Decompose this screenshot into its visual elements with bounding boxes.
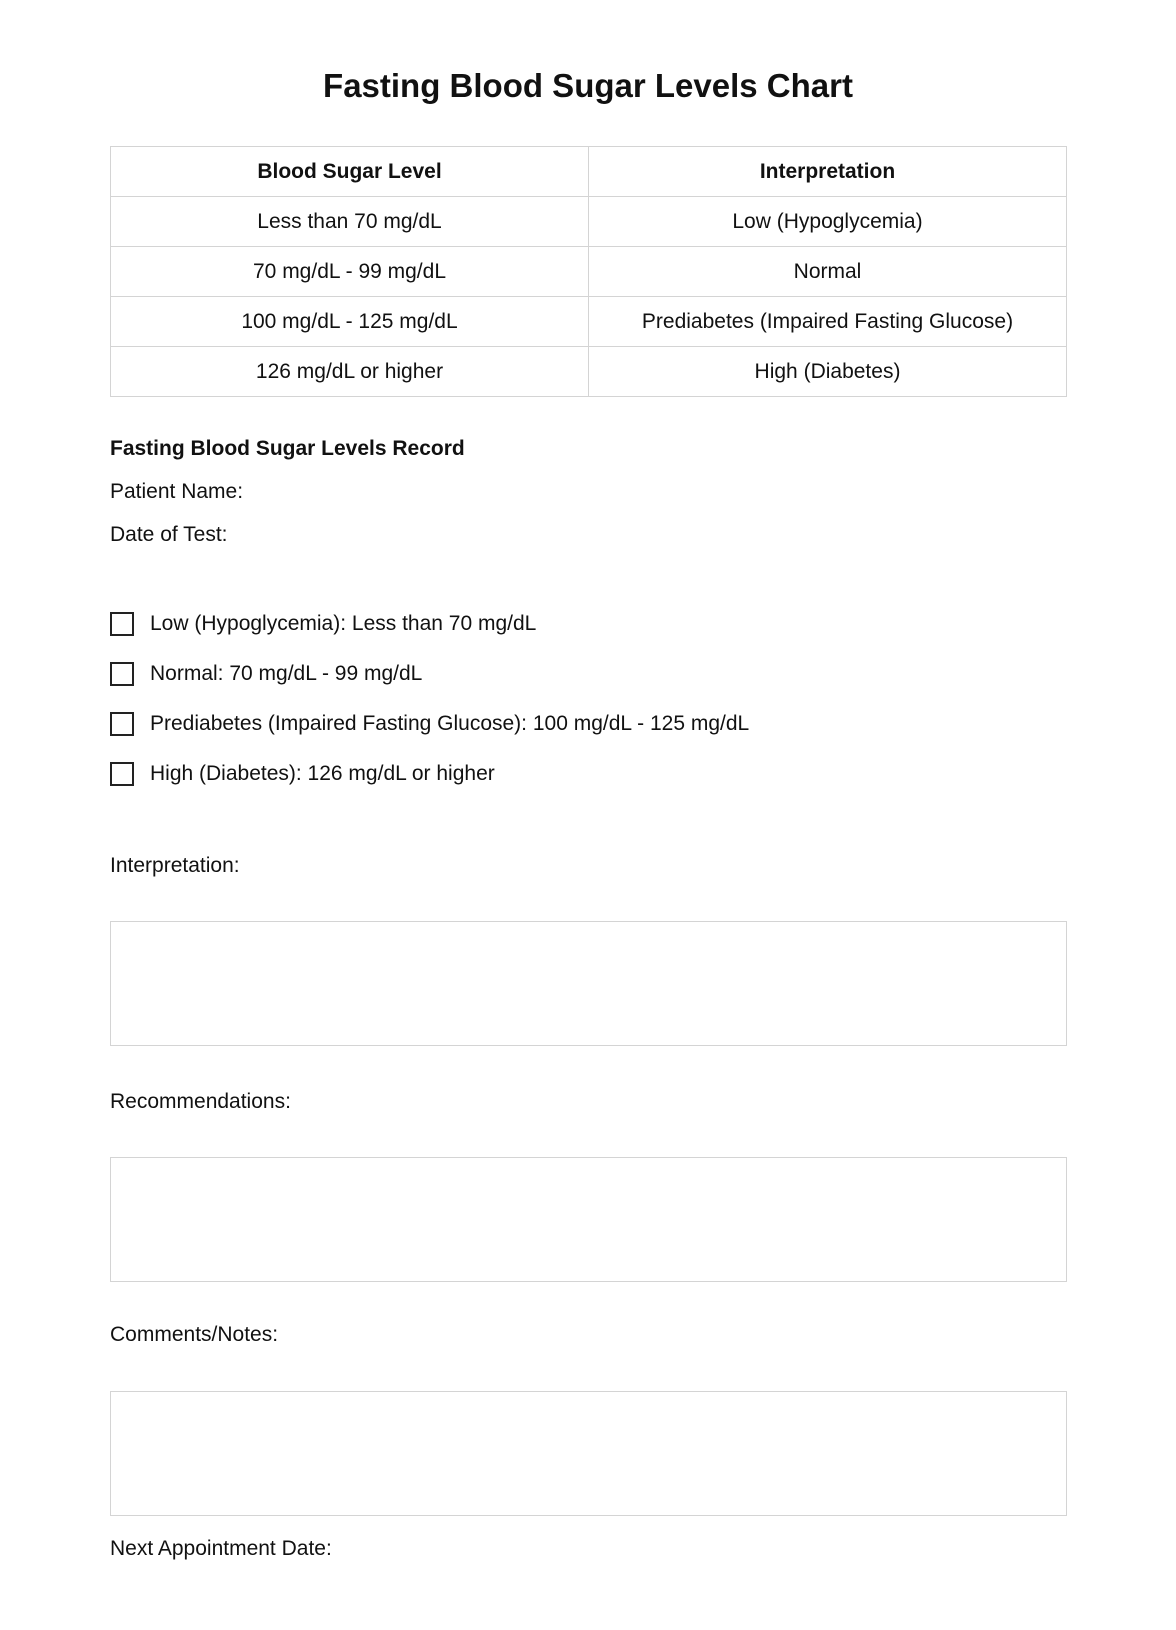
comments-notes-label: Comments/Notes: xyxy=(110,1323,279,1346)
checkbox-low[interactable] xyxy=(110,612,134,636)
checkbox-row-high[interactable] xyxy=(110,759,495,789)
record-section-heading: Fasting Blood Sugar Levels Record xyxy=(110,437,465,460)
table-cell-interpretation: High (Diabetes) xyxy=(589,347,1067,397)
recommendations-label: Recommendations: xyxy=(110,1090,291,1113)
checkbox-normal[interactable] xyxy=(110,662,134,686)
table-cell-level: 100 mg/dL - 125 mg/dL xyxy=(111,297,589,347)
column-header-blood-sugar-level: Blood Sugar Level xyxy=(111,147,589,197)
table-header-row xyxy=(111,147,1067,197)
recommendations-textbox[interactable] xyxy=(110,1157,1067,1282)
checkbox-label-prediabetes: Prediabetes (Impaired Fasting Glucose): 100 mg/dL - 125 mg/dL xyxy=(150,712,750,735)
table-cell-level: 70 mg/dL - 99 mg/dL xyxy=(111,247,589,297)
checkbox-high[interactable] xyxy=(110,762,134,786)
checkbox-row-prediabetes[interactable] xyxy=(110,709,749,739)
comments-notes-textbox[interactable] xyxy=(110,1391,1067,1516)
interpretation-textbox[interactable] xyxy=(110,921,1067,1046)
next-appointment-date-label: Next Appointment Date: xyxy=(110,1537,332,1560)
checkbox-row-low[interactable] xyxy=(110,609,536,639)
date-of-test-label: Date of Test: xyxy=(110,523,228,546)
column-header-interpretation: Interpretation xyxy=(589,147,1067,197)
table-cell-interpretation: Prediabetes (Impaired Fasting Glucose) xyxy=(589,297,1067,347)
table-row xyxy=(111,297,1067,347)
table-cell-interpretation: Normal xyxy=(589,247,1067,297)
checkbox-label-low: Low (Hypoglycemia): Less than 70 mg/dL xyxy=(150,612,537,635)
patient-name-label: Patient Name: xyxy=(110,480,244,503)
checkbox-label-high: High (Diabetes): 126 mg/dL or higher xyxy=(150,762,495,785)
table-cell-interpretation: Low (Hypoglycemia) xyxy=(589,197,1067,247)
interpretation-label: Interpretation: xyxy=(110,854,240,877)
table-cell-level: 126 mg/dL or higher xyxy=(111,347,589,397)
page-title: Fasting Blood Sugar Levels Chart xyxy=(323,67,853,104)
table-cell-level: Less than 70 mg/dL xyxy=(111,197,589,247)
checkbox-prediabetes[interactable] xyxy=(110,712,134,736)
table-row xyxy=(111,247,1067,297)
table-row xyxy=(111,347,1067,397)
table-row xyxy=(111,197,1067,247)
blood-sugar-levels-table xyxy=(110,146,1067,397)
checkbox-label-normal: Normal: 70 mg/dL - 99 mg/dL xyxy=(150,662,423,685)
checkbox-row-normal[interactable] xyxy=(110,659,422,689)
